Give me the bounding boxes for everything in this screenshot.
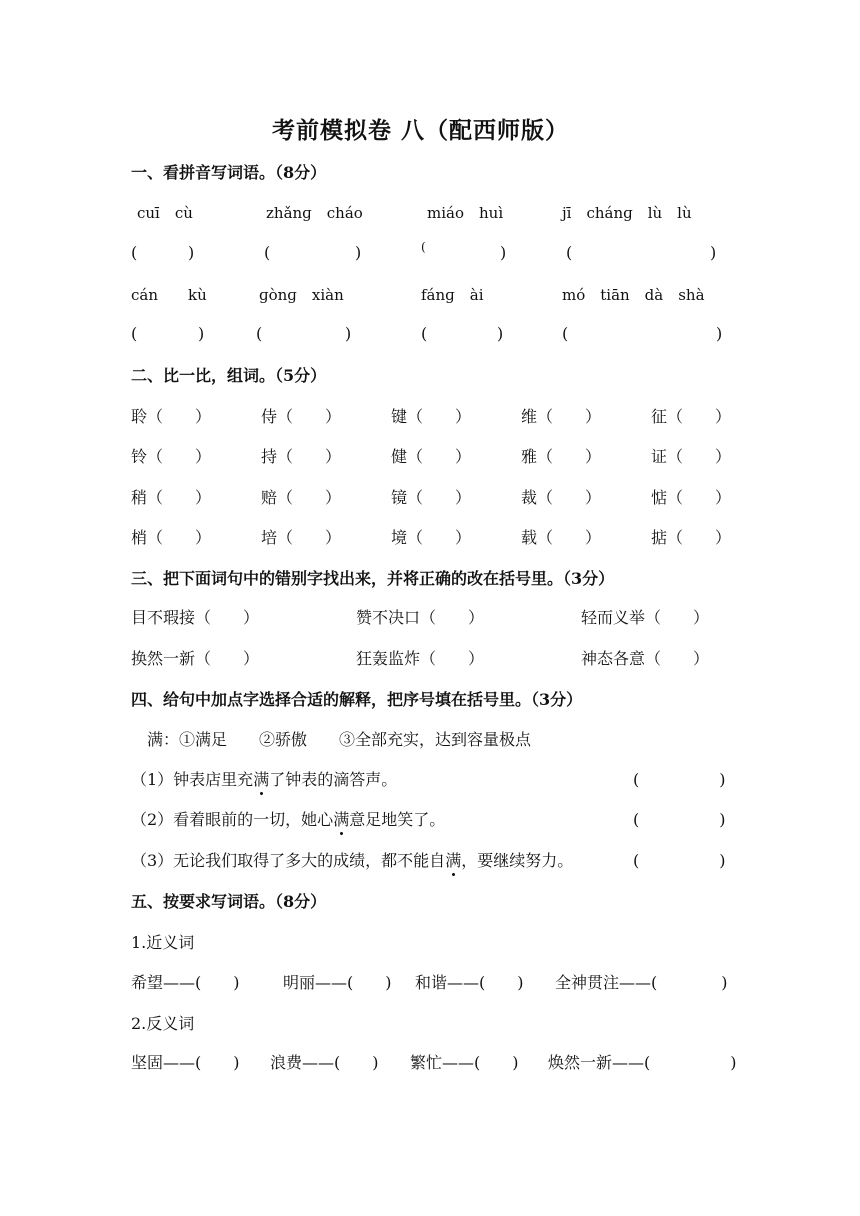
answer-blank-close: ) xyxy=(500,243,507,262)
compare-item xyxy=(261,404,341,427)
typo-item: 神态各意（ ） xyxy=(581,649,710,668)
compare-character: 铃 xyxy=(131,447,148,466)
compare-item xyxy=(651,525,731,548)
antonym-label: 2.反义词 xyxy=(131,1014,195,1033)
compare-character: 境 xyxy=(391,528,408,547)
synonym-label: 1.近义词 xyxy=(131,933,195,952)
compare-item xyxy=(261,485,341,508)
compare-character: 梢 xyxy=(131,528,148,547)
compare-character: 聆 xyxy=(131,407,148,426)
answer-blank[interactable]: （ ） xyxy=(407,447,472,466)
compare-character: 征 xyxy=(651,407,668,426)
answer-blank[interactable]: ( xyxy=(131,324,138,343)
answer-blank[interactable]: （ ） xyxy=(667,447,732,466)
compare-character: 键 xyxy=(391,407,408,426)
answer-blank[interactable]: （ ） xyxy=(147,447,212,466)
answer-blank[interactable]: ( ) xyxy=(633,851,726,870)
compare-item xyxy=(391,485,471,508)
answer-blank[interactable]: （ ） xyxy=(667,407,732,426)
section-3-heading: 三、把下面词句中的错别字找出来，并将正确的改在括号里。（3分） xyxy=(131,569,615,588)
compare-item xyxy=(521,485,601,508)
section-2-heading: 二、比一比，组词。（5分） xyxy=(131,366,327,385)
answer-blank-close: ) xyxy=(188,243,195,262)
answer-blank[interactable]: ( xyxy=(264,243,271,262)
pinyin-2-2: ɡònɡ xiàn xyxy=(259,286,344,304)
compare-character: 证 xyxy=(651,447,668,466)
answer-blank[interactable]: （ ） xyxy=(147,528,212,547)
compare-character: 健 xyxy=(391,447,408,466)
answer-blank[interactable]: （ ） xyxy=(277,488,342,507)
typo-item: 目不瑕接（ ） xyxy=(131,608,260,627)
compare-character: 镜 xyxy=(391,488,408,507)
antonym-item: 坚固——( ) xyxy=(131,1053,240,1072)
pinyin-2-3: fánɡ ài xyxy=(421,286,484,304)
answer-blank[interactable]: （ ） xyxy=(277,447,342,466)
compare-item xyxy=(131,525,211,548)
answer-blank[interactable]: ( xyxy=(256,324,263,343)
compare-character: 稍 xyxy=(131,488,148,507)
answer-blank[interactable]: （ ） xyxy=(407,488,472,507)
compare-item xyxy=(261,525,341,548)
antonym-item: 焕然一新——( ) xyxy=(548,1053,737,1072)
answer-blank[interactable]: （ ） xyxy=(537,528,602,547)
section-5-heading: 五、按要求写词语。（8分） xyxy=(131,892,327,911)
compare-item xyxy=(651,404,731,427)
compare-character: 载 xyxy=(521,528,538,547)
compare-character: 持 xyxy=(261,447,278,466)
answer-blank[interactable]: （ ） xyxy=(667,488,732,507)
answer-blank[interactable]: ( xyxy=(562,324,569,343)
pinyin-1-4: jī chánɡ lù lù xyxy=(562,204,692,222)
meaning-options: 满：①满足 ②骄傲 ③全部充实，达到容量极点 xyxy=(147,730,532,749)
sentence-3: （3）无论我们取得了多大的成绩，都不能自满，要继续努力。 xyxy=(131,848,573,871)
synonym-item: 全神贯注——( ) xyxy=(555,973,728,992)
answer-blank[interactable]: ( xyxy=(566,243,573,262)
compare-character: 维 xyxy=(521,407,538,426)
answer-blank[interactable]: ( xyxy=(421,324,428,343)
compare-character: 赔 xyxy=(261,488,278,507)
pinyin-1-3: miáo huì xyxy=(427,204,504,222)
answer-blank-close: ) xyxy=(710,243,717,262)
answer-blank[interactable]: （ ） xyxy=(667,528,732,547)
answer-blank[interactable]: （ ） xyxy=(277,528,342,547)
answer-blank[interactable]: （ ） xyxy=(277,407,342,426)
antonym-item: 浪费——( ) xyxy=(270,1053,379,1072)
answer-blank[interactable]: （ ） xyxy=(537,488,602,507)
typo-item: 轻而义举（ ） xyxy=(581,608,710,627)
answer-blank[interactable]: （ ） xyxy=(407,528,472,547)
typo-item: 狂轰监炸（ ） xyxy=(356,649,485,668)
compare-item xyxy=(391,444,471,467)
compare-item xyxy=(261,444,341,467)
compare-item xyxy=(651,485,731,508)
compare-item xyxy=(391,525,471,548)
compare-character: 裁 xyxy=(521,488,538,507)
dotted-character: 满 xyxy=(445,848,461,871)
compare-item xyxy=(521,404,601,427)
compare-item xyxy=(131,485,211,508)
compare-item xyxy=(651,444,731,467)
pinyin-2-4: mó tiān dà shà xyxy=(562,286,705,304)
compare-character: 侍 xyxy=(261,407,278,426)
answer-blank-close: ) xyxy=(355,243,362,262)
pinyin-2-1: cán kù xyxy=(131,286,207,304)
pinyin-1-2: zhǎnɡ cháo xyxy=(266,204,363,222)
sentence-1: （1）钟表店里充满了钟表的滴答声。 xyxy=(131,767,397,790)
sentence-2: （2）看着眼前的一切，她心满意足地笑了。 xyxy=(131,807,445,830)
answer-blank[interactable]: ( ) xyxy=(633,770,726,789)
compare-item xyxy=(521,444,601,467)
answer-blank-close: ) xyxy=(198,324,205,343)
answer-blank[interactable]: ( ) xyxy=(633,810,726,829)
antonym-item: 繁忙——( ) xyxy=(410,1053,519,1072)
answer-blank-close: ) xyxy=(716,324,723,343)
synonym-item: 希望——( ) xyxy=(131,973,240,992)
answer-blank-close: ) xyxy=(345,324,352,343)
compare-item xyxy=(131,404,211,427)
compare-character: 雅 xyxy=(521,447,538,466)
answer-blank[interactable]: （ ） xyxy=(147,407,212,426)
compare-item xyxy=(131,444,211,467)
answer-blank[interactable]: （ ） xyxy=(407,407,472,426)
section-1-heading: 一、看拼音写词语。（8分） xyxy=(131,163,327,182)
answer-blank[interactable]: （ ） xyxy=(537,447,602,466)
compare-character: 掂 xyxy=(651,528,668,547)
answer-blank[interactable]: （ ） xyxy=(537,407,602,426)
compare-character: 培 xyxy=(261,528,278,547)
pinyin-1-1: cuī cù xyxy=(137,204,193,222)
synonym-item: 明丽——( ) xyxy=(283,973,392,992)
answer-blank[interactable]: ( xyxy=(421,240,426,254)
dotted-character: 满 xyxy=(333,807,349,830)
compare-item xyxy=(521,525,601,548)
section-4-heading: 四、给句中加点字选择合适的解释，把序号填在括号里。（3分） xyxy=(131,690,583,709)
page-title: 考前模拟卷 八（配西师版） xyxy=(272,117,570,144)
answer-blank[interactable]: （ ） xyxy=(147,488,212,507)
synonym-item: 和谐——( ) xyxy=(415,973,524,992)
compare-item xyxy=(391,404,471,427)
typo-item: 换然一新（ ） xyxy=(131,649,260,668)
typo-item: 赞不决口（ ） xyxy=(356,608,485,627)
answer-blank[interactable]: ( xyxy=(131,243,138,262)
dotted-character: 满 xyxy=(253,767,269,790)
answer-blank-close: ) xyxy=(497,324,504,343)
compare-character: 惦 xyxy=(651,488,668,507)
